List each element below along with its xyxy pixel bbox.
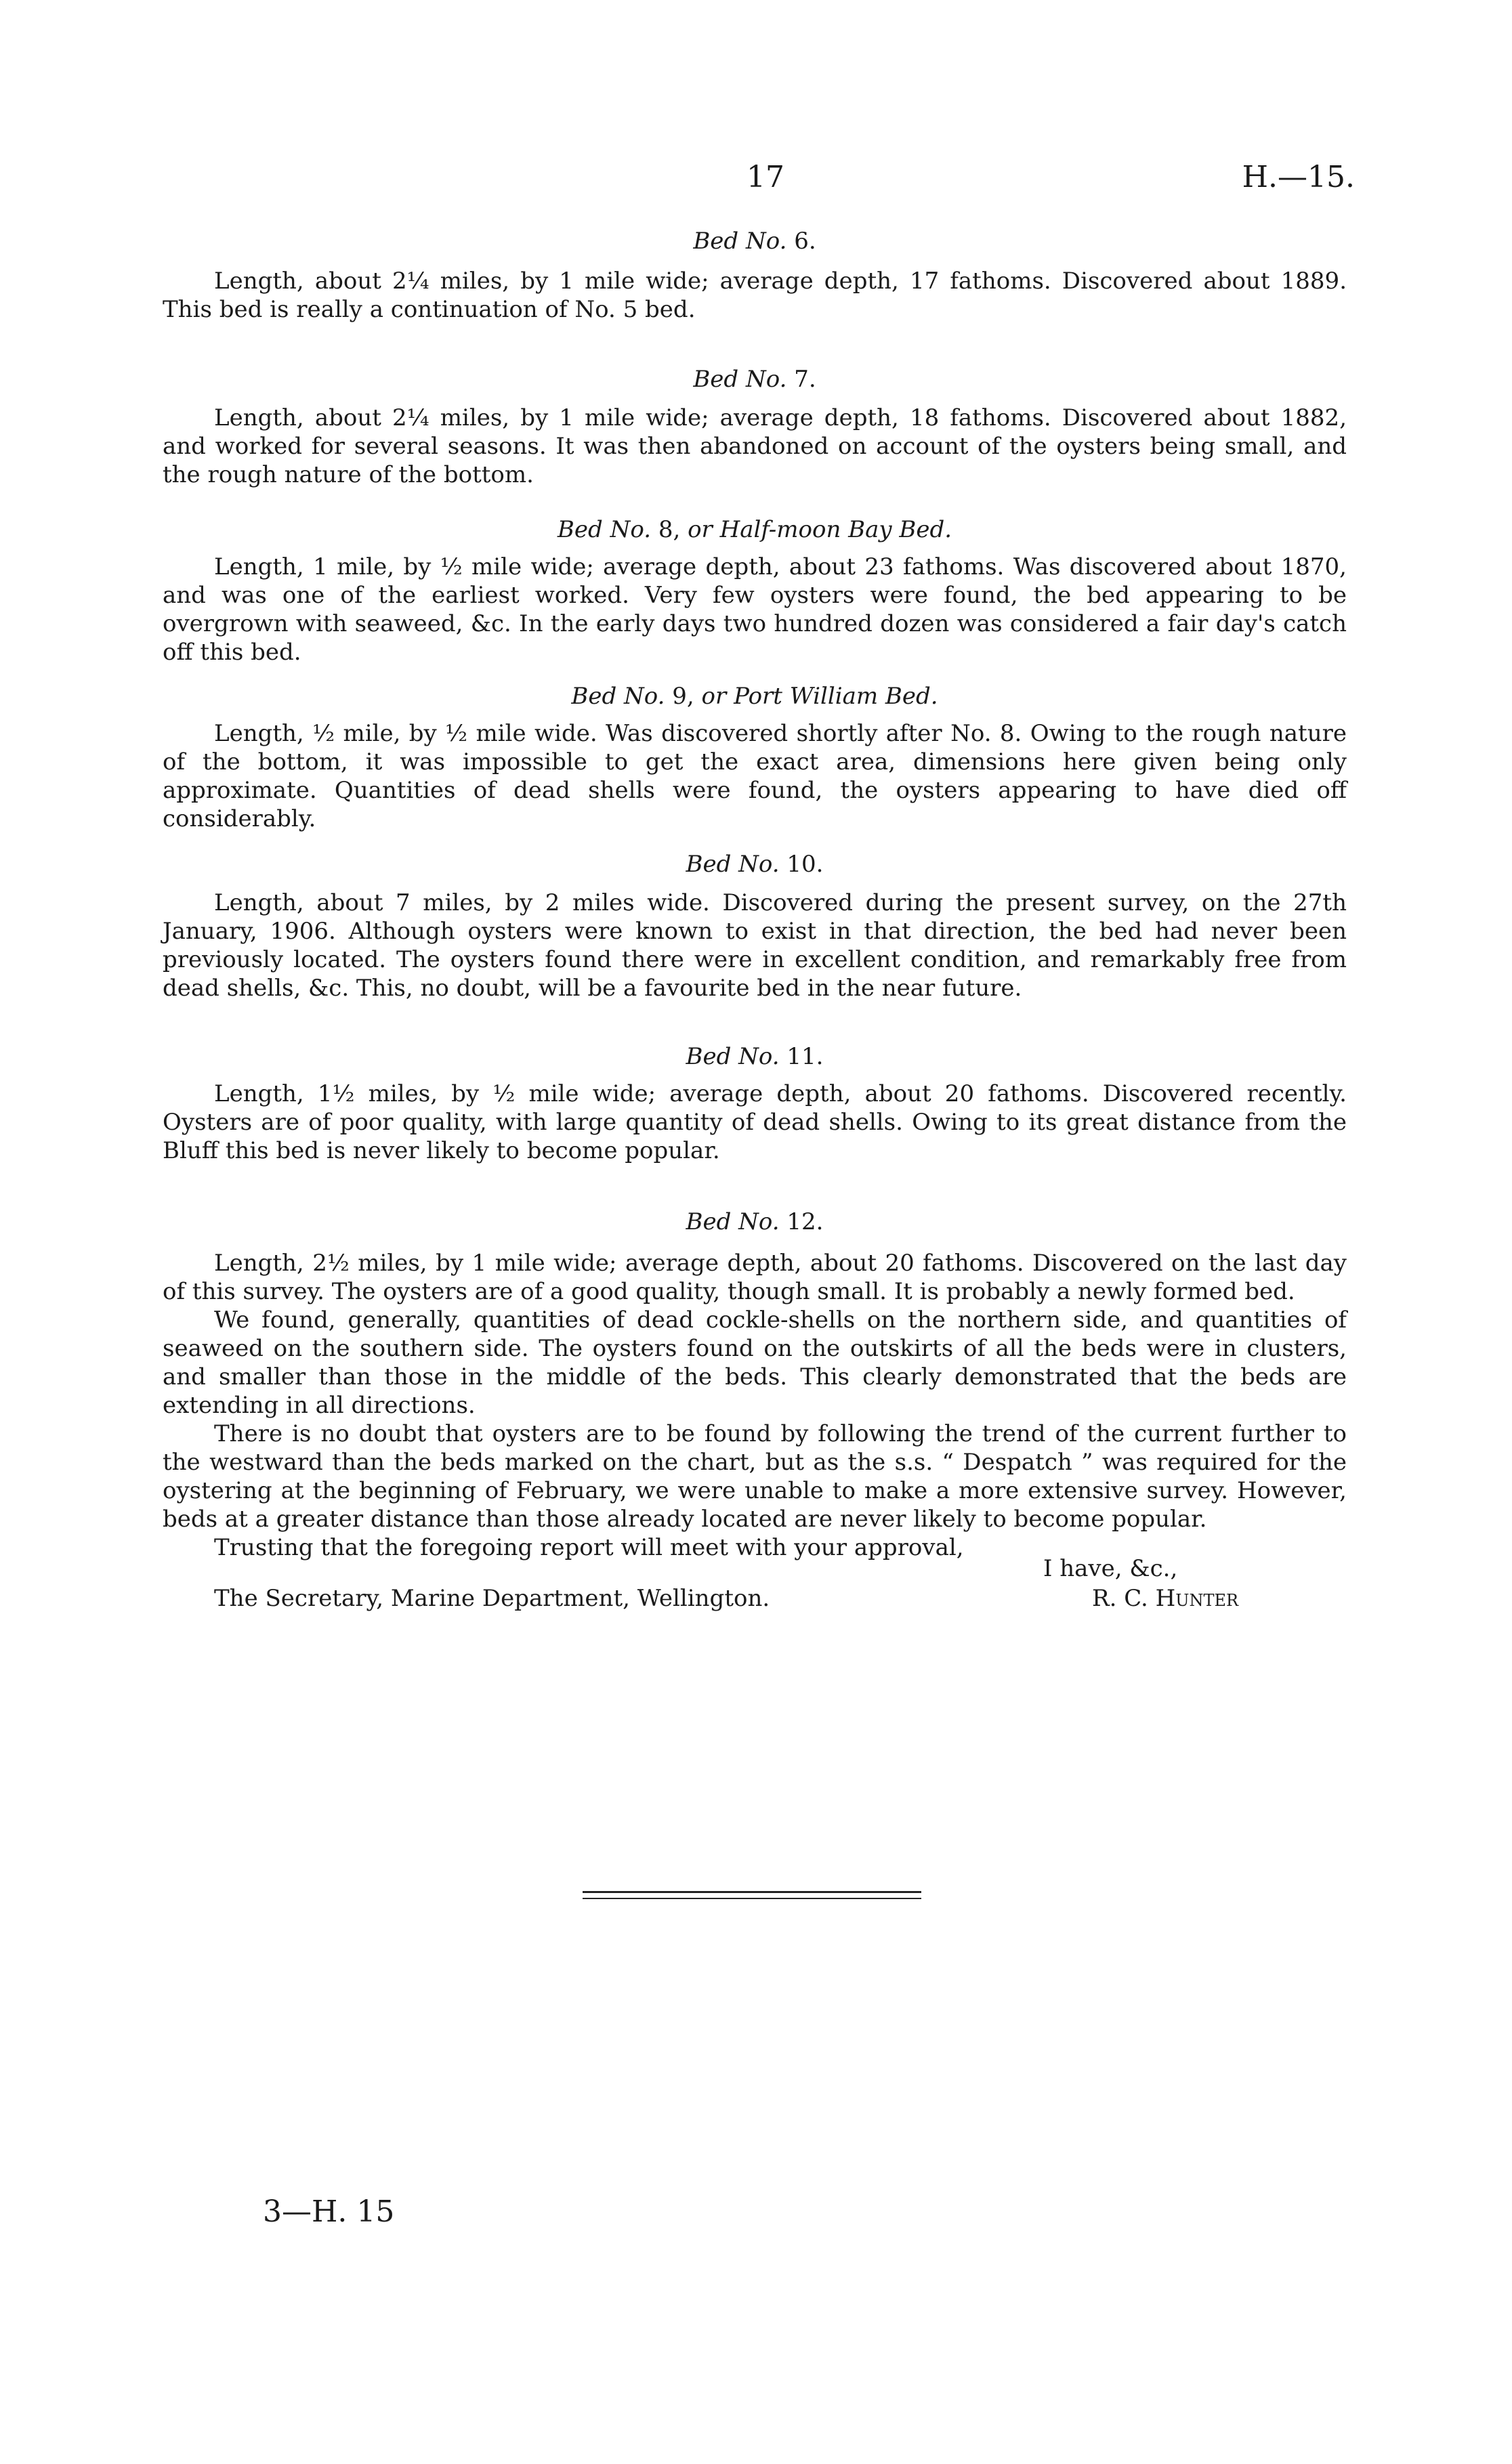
bed-heading-9: Bed No. 9, or Port William Bed. bbox=[571, 683, 938, 710]
bed-heading-10: Bed No. 10. bbox=[686, 851, 824, 878]
salutation: I have, &c., bbox=[1043, 1555, 1178, 1582]
bed-paragraph-10: Length, about 7 miles, by 2 miles wide. Discovered during the present survey, on the 27th January, 1906. Although oysters were known to exist in that direction, the bed had never been previously located. The oysters found there were in excellent condition, and remarkably free from dead shells, &c. This, no doubt, will be a favourite bed in the near future. bbox=[163, 889, 1347, 1002]
addressee: The Secretary, Marine Department, Wellington. bbox=[214, 1585, 770, 1612]
bed-paragraph-7: Length, about 2¼ miles, by 1 mile wide; average depth, 18 fathoms. Discovered about 1882, and worked for several seasons. It was then abandoned on account of the oysters being small, and the rough nature of the bottom. bbox=[163, 404, 1347, 488]
bed-heading-6: Bed No. 6. bbox=[693, 228, 816, 255]
divider-rule bbox=[583, 1898, 921, 1899]
bed-heading-7: Bed No. 7. bbox=[693, 366, 816, 393]
bed-paragraph-12: Length, 2½ miles, by 1 mile wide; average depth, about 20 fathoms. Discovered on the last day of this survey. The oysters are of a good quality, though small. It is probably a newly formed bed. We found, generally, quantities of dead cockle-shells on the northern side, and quantities of seaweed on the southern side. The oysters found on the outskirts of all the beds were in clusters, and smaller than those in the middle of the beds. This clearly demonstrated that the beds are extending in all directions. There is no doubt that oysters are to be found by following the trend of the current further to the westward than the beds marked on the chart, but as the s.s. “ Despatch ” was required for the oystering at the beginning of February, we were unable to make a more extensive survey. However, beds at a greater distance than those already located are never likely to become popular. Trusting that the foregoing report will meet with your approval, bbox=[163, 1250, 1347, 1561]
page-number: 17 bbox=[747, 160, 784, 194]
closing-paragraph: There is no doubt that oysters are to be found by following the trend of the current further to the westward than the beds marked on the chart, but as the s.s. “ Despatch ” was required for the oystering at the beginning of February, we were unable to make a more extensive survey. However, beds at a greater distance than those already located are never likely to become popular. bbox=[163, 1420, 1347, 1533]
bed-heading-12: Bed No. 12. bbox=[686, 1208, 824, 1235]
bed-paragraph-8: Length, 1 mile, by ½ mile wide; average depth, about 23 fathoms. Was discovered about 1870, and was one of the earliest worked. Very few oysters were found, the bed appearing to be overgrown with seaweed, &c. In the early days two hundred dozen was considered a fair day's catch off this bed. bbox=[163, 553, 1347, 666]
bed-heading-8: Bed No. 8, or Half-moon Bay Bed. bbox=[557, 516, 952, 543]
closing-paragraph: Trusting that the foregoing report will meet with your approval, bbox=[214, 1534, 964, 1561]
bed-paragraph-11: Length, 1½ miles, by ½ mile wide; average depth, about 20 fathoms. Discovered recently. Oysters are of poor quality, with large quantity of dead shells. Owing to its great distance from the Bluff this bed is never likely to become popular. bbox=[163, 1080, 1347, 1164]
bed-paragraph-9: Length, ½ mile, by ½ mile wide. Was discovered shortly after No. 8. Owing to the rough nature of the bottom, it was impossible to get the exact area, dimensions here given being only approximate. Quantities of dead shells were found, the oysters appearing to have died off considerably. bbox=[163, 720, 1347, 832]
bed-heading-11: Bed No. 11. bbox=[686, 1043, 824, 1070]
document-code: H.—15. bbox=[1242, 160, 1355, 194]
closing-paragraph: We found, generally, quantities of dead cockle-shells on the northern side, and quantities of seaweed on the southern side. The oysters found on the outskirts of all the beds were in clusters, and smaller than those in the middle of the beds. This clearly demonstrated that the beds are extending in all directions. bbox=[163, 1307, 1347, 1419]
footer-code: 3—H. 15 bbox=[263, 2194, 395, 2229]
bed-paragraph-6: Length, about 2¼ miles, by 1 mile wide; average depth, 17 fathoms. Discovered about 1889. This bed is really a continuation of No. 5 bed. bbox=[163, 268, 1347, 323]
signature: R. C. Hunter bbox=[1092, 1585, 1239, 1612]
divider-rule bbox=[583, 1891, 921, 1893]
